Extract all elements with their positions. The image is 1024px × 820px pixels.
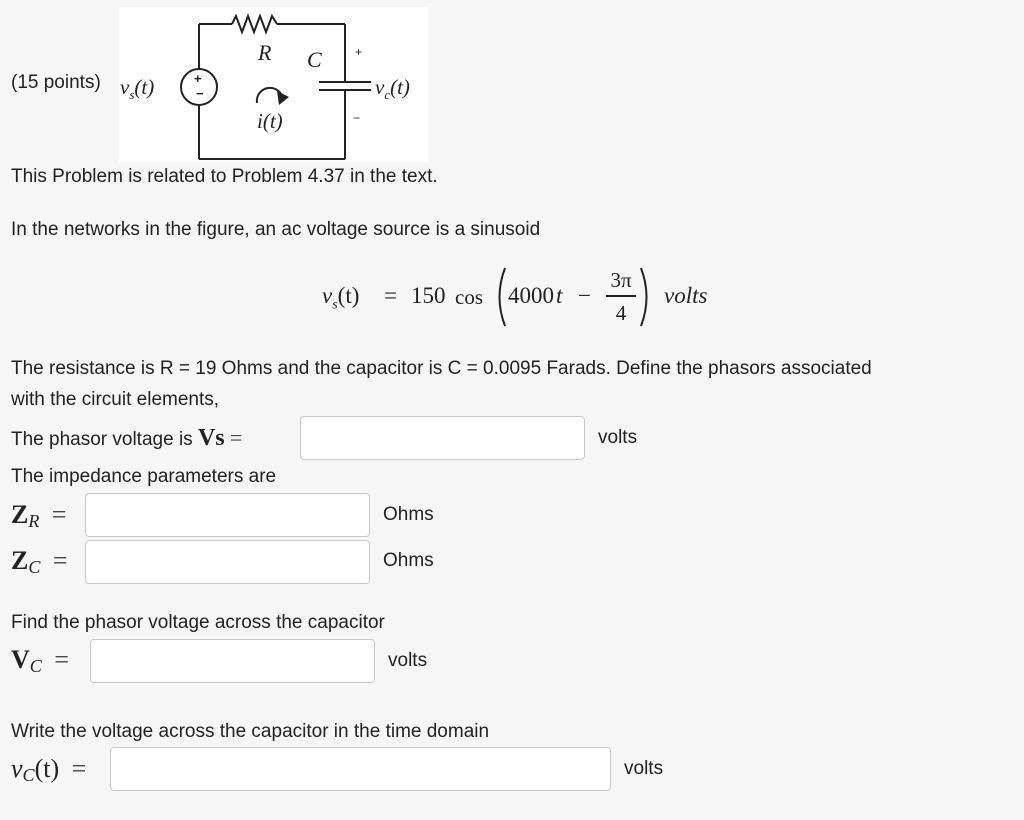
eq-minus: − bbox=[578, 283, 591, 308]
vct-answer-box bbox=[110, 747, 611, 791]
capacitor-plus-sign: + bbox=[355, 45, 363, 59]
impedance-label: The impedance parameters are bbox=[11, 466, 277, 487]
eq-frac-bar bbox=[606, 295, 636, 297]
circuit-figure bbox=[119, 7, 429, 162]
eq-equals: = bbox=[384, 283, 397, 308]
zc-label: ZC = bbox=[11, 546, 68, 577]
vs-unit: volts bbox=[598, 427, 638, 448]
vc-unit: volts bbox=[388, 650, 428, 671]
params-line-1: The resistance is R = 19 Ohms and the capacitor is C = 0.0095 Farads. Define the phasors associated bbox=[11, 358, 872, 379]
source-voltage-label: $v_s(t)$ bbox=[120, 75, 155, 103]
resistor-label: R bbox=[258, 40, 272, 65]
eq-cos: cos bbox=[455, 285, 483, 309]
params-line-2: with the circuit elements, bbox=[11, 389, 220, 410]
vs-equals: = bbox=[229, 425, 243, 450]
vc-answer-box bbox=[90, 639, 375, 683]
vc-input[interactable] bbox=[91, 640, 374, 682]
zc-answer-box bbox=[85, 540, 370, 584]
eq-amplitude: 150 bbox=[411, 283, 446, 308]
capacitor-minus-sign: − bbox=[353, 111, 361, 125]
zr-answer-box bbox=[85, 493, 370, 537]
source-plus-sign: + bbox=[194, 71, 202, 86]
eq-right-paren bbox=[638, 266, 654, 328]
source-minus-sign: − bbox=[196, 86, 204, 101]
eq-lhs: $v_s(t)$ bbox=[322, 283, 360, 313]
eq-frac-num: 3π bbox=[610, 268, 632, 292]
time-domain-label: Write the voltage across the capacitor in the time domain bbox=[11, 721, 490, 742]
phasor-vs-label: The phasor voltage is Vs = bbox=[11, 425, 243, 451]
capacitor-label: C bbox=[307, 47, 322, 72]
zr-label: ZR = bbox=[11, 500, 67, 531]
eq-units: volts bbox=[664, 283, 708, 308]
vc-label: VC = bbox=[11, 645, 69, 676]
source-equation bbox=[322, 268, 742, 332]
current-label: i(t) bbox=[257, 109, 283, 133]
zr-unit: Ohms bbox=[383, 504, 434, 525]
resistor-zigzag bbox=[232, 16, 277, 32]
vct-input[interactable] bbox=[111, 748, 610, 790]
find-vc-label: Find the phasor voltage across the capacitor bbox=[11, 612, 385, 633]
eq-t: t bbox=[556, 283, 563, 308]
eq-omega: 4000 bbox=[508, 283, 554, 308]
intro-text: In the networks in the figure, an ac voltage source is a sinusoid bbox=[11, 219, 541, 240]
zc-unit: Ohms bbox=[383, 550, 434, 571]
eq-frac-den: 4 bbox=[615, 301, 627, 325]
current-arrowhead-icon bbox=[277, 91, 289, 105]
eq-left-paren bbox=[492, 266, 508, 328]
cap-voltage-label: $v_c(t)$ bbox=[375, 75, 410, 103]
vct-unit: volts bbox=[624, 758, 664, 779]
vct-label: vC(t) = bbox=[11, 754, 87, 785]
points-label: (15 points) bbox=[11, 72, 101, 93]
zr-input[interactable] bbox=[86, 494, 369, 536]
related-problem-text: This Problem is related to Problem 4.37 in the text. bbox=[11, 166, 438, 187]
zc-input[interactable] bbox=[86, 541, 369, 583]
vs-input[interactable] bbox=[301, 417, 584, 459]
vs-answer-box bbox=[300, 416, 585, 460]
vs-symbol: Vs bbox=[197, 425, 225, 451]
